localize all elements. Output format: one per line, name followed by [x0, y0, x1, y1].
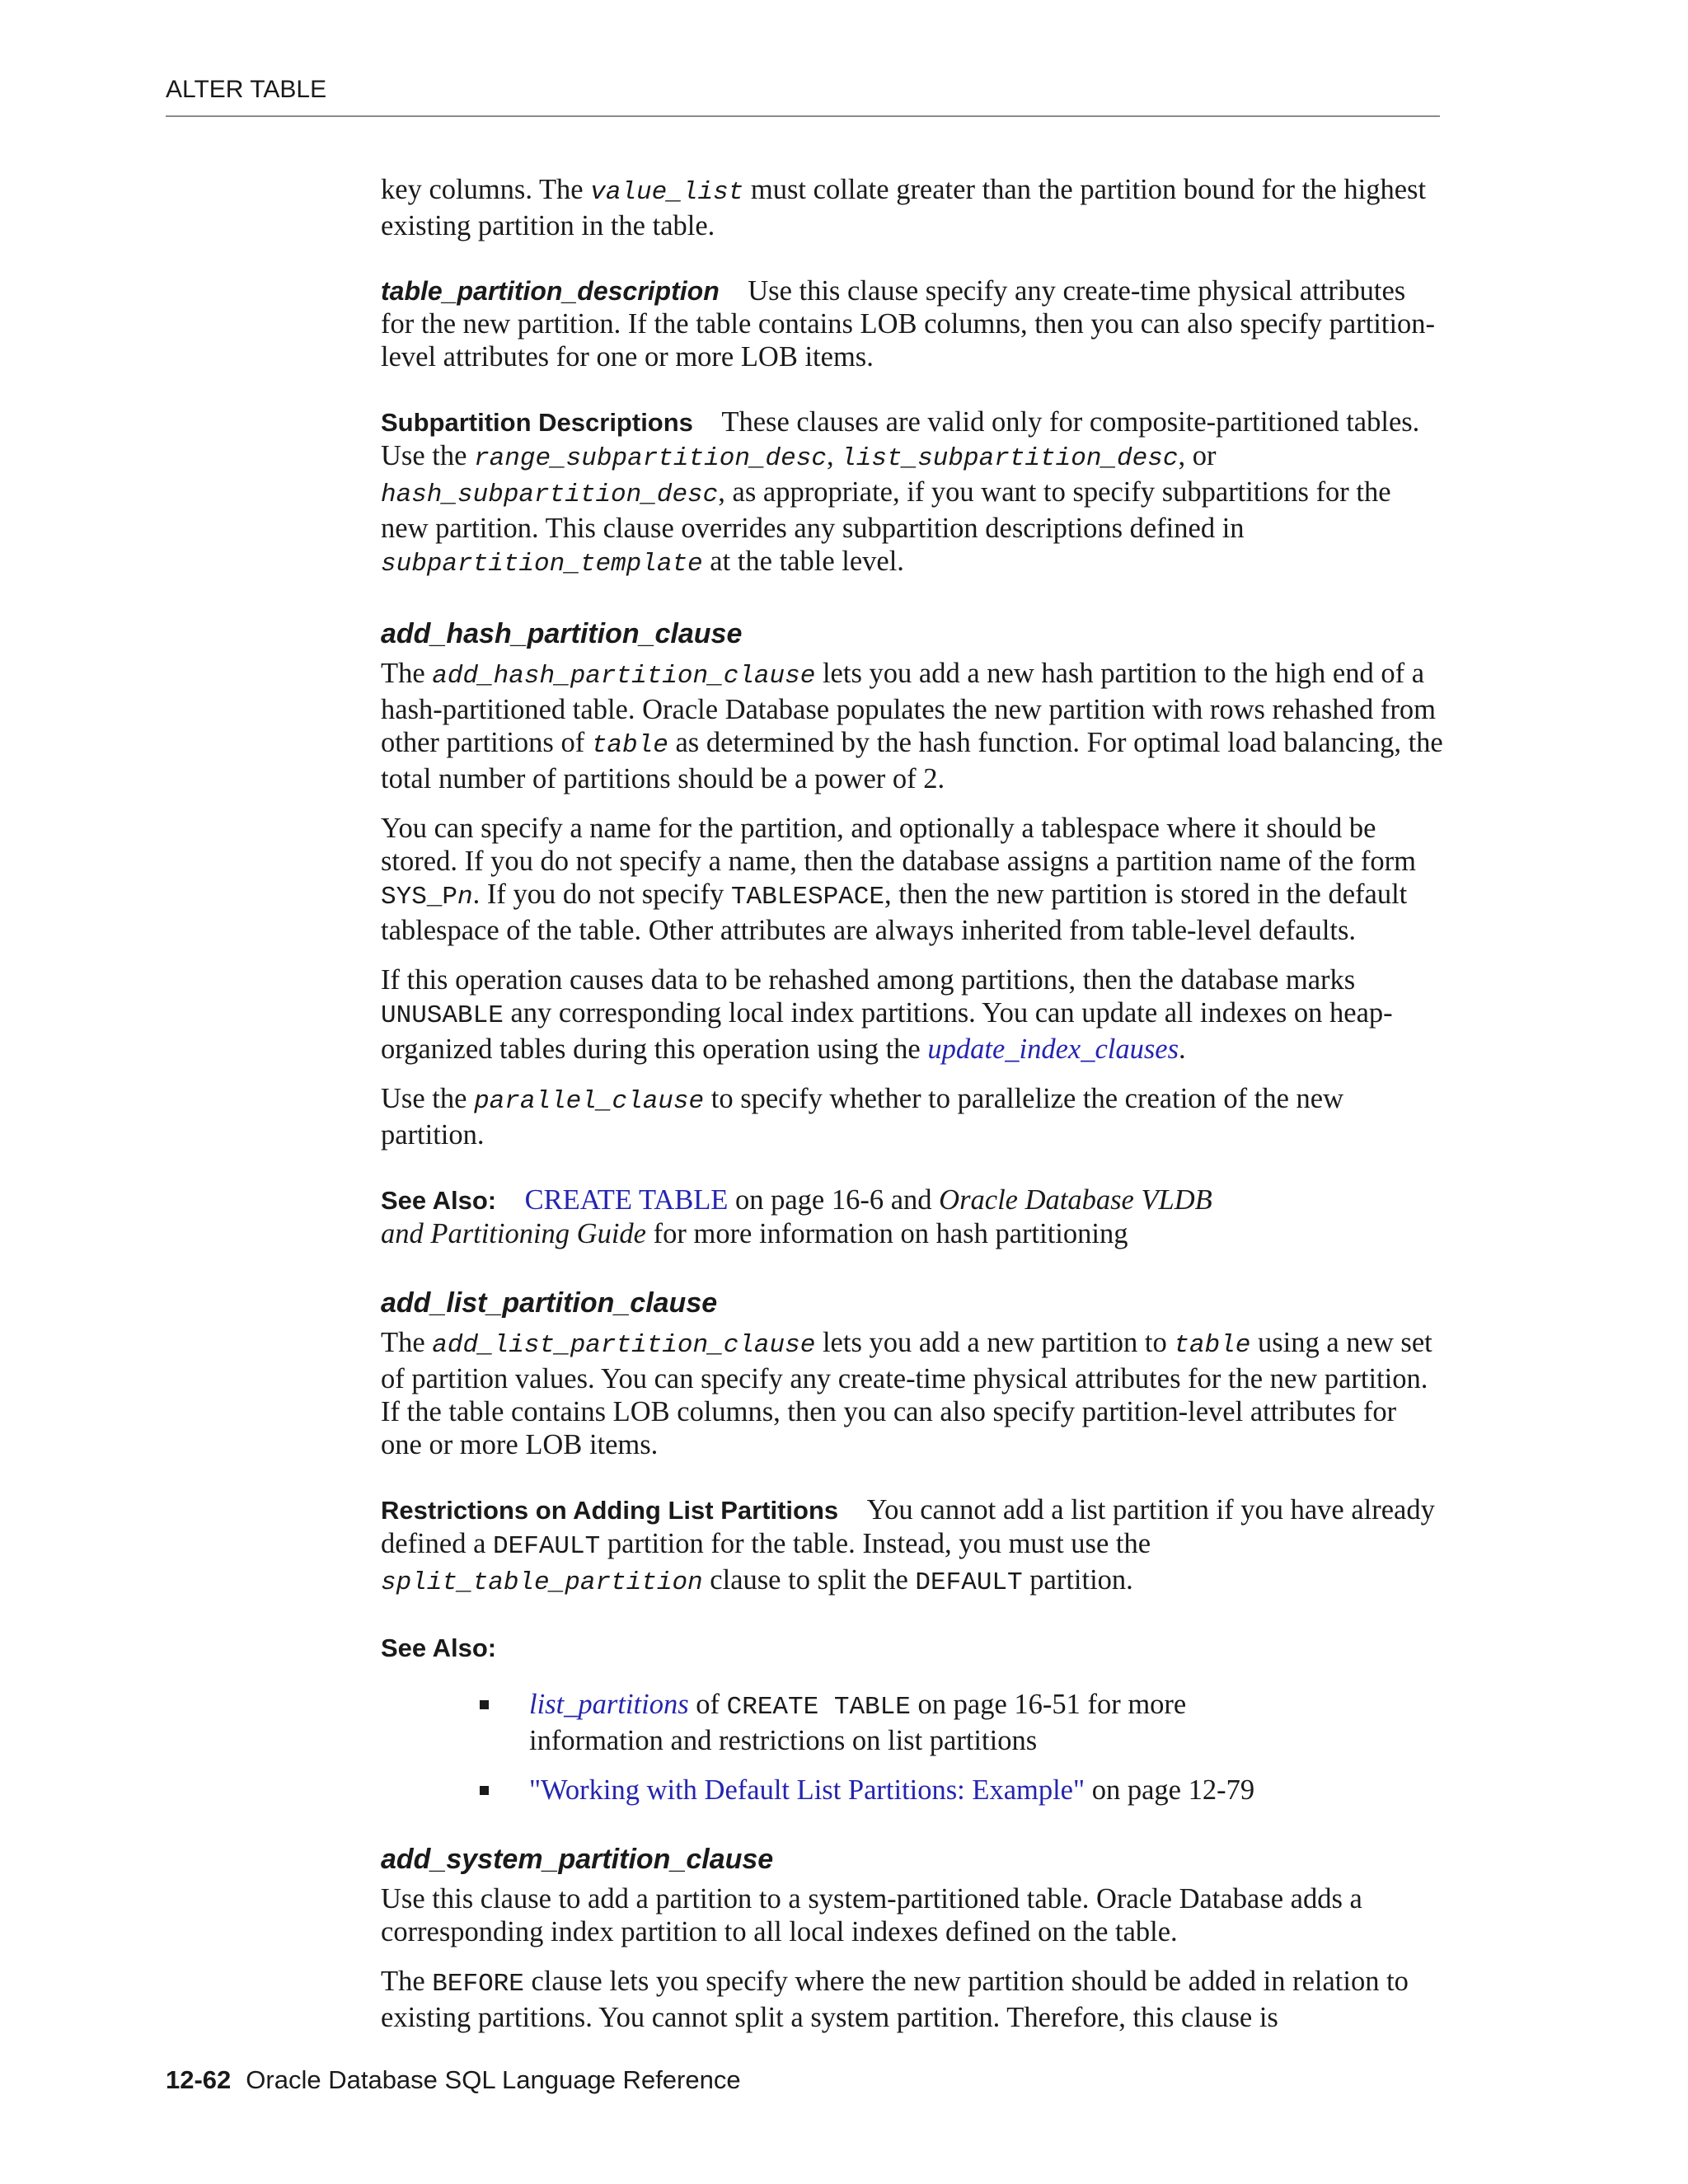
text: , as appropriate, if you want to specify subpartitions for the new partition. This clause overrides any subpartition descriptions defined in	[381, 476, 1391, 544]
code-term: split_table_partition	[381, 1568, 703, 1597]
link-default-list-partitions-example[interactable]: "Working with Default List Partitions: Example"	[529, 1774, 1085, 1806]
text: on page 12-79	[1085, 1774, 1255, 1806]
book-title-footer: Oracle Database SQL Language Reference	[246, 2065, 741, 2094]
code-term: BEFORE	[432, 1970, 524, 1999]
text: Use the	[381, 1083, 475, 1114]
text: key columns. The	[381, 174, 591, 205]
text: using a new set of partition values. You can specify any create-time physical attributes for the new partition. If the table contains LOB columns, then you can also specify partition-level attributes for one or more LOB items.	[381, 1327, 1432, 1460]
code-term: table	[591, 731, 668, 760]
paragraph-rehash	[381, 963, 1444, 1066]
code-term: range_subpartition_desc	[474, 444, 827, 473]
text: clause to split the	[702, 1564, 916, 1596]
link-create-table[interactable]: CREATE TABLE	[524, 1184, 729, 1216]
text: . If you do not specify	[472, 879, 731, 910]
code-term: DEFAULT	[915, 1568, 1023, 1597]
text: These clauses are valid only for composite-partitioned tables. Use the	[381, 406, 1420, 471]
text: partition.	[1022, 1564, 1133, 1596]
code-term: parallel_clause	[474, 1087, 705, 1116]
code-term: SYS_P	[381, 883, 458, 912]
paragraph-value-list	[381, 173, 1444, 242]
section-heading-add-hash-partition: add_hash_partition_clause	[381, 618, 743, 649]
paragraph-add-hash-intro	[381, 657, 1444, 795]
text: , then the new partition is stored in the default tablespace of the table. Other attributes are always inherited from table-level defaults.	[381, 879, 1408, 946]
text: lets you add a new hash partition to the high end of a hash-partitioned table. Oracle Database populates the new partition with rows rehashed from other partitions of	[381, 658, 1436, 758]
text: on page 16-51 for more information and restrictions on list partitions	[529, 1689, 1187, 1756]
code-term: n	[457, 883, 473, 912]
text: for more information on hash partitioning	[646, 1218, 1128, 1249]
code-term: hash_subpartition_desc	[381, 480, 719, 509]
text: Use this clause to add a partition to a system-partitioned table. Oracle Database adds a corresponding index partition to all local indexes defined on the table.	[381, 1883, 1362, 1947]
paragraph-parallel-clause	[381, 1082, 1444, 1151]
link-list-partitions[interactable]: list_partitions	[529, 1689, 689, 1720]
paragraph-restrictions-list	[381, 1493, 1444, 1600]
code-term: DEFAULT	[493, 1532, 601, 1561]
text: The	[381, 1327, 433, 1358]
text: Use this clause specify any create-time physical attributes for the new partition. If the table contains LOB columns, then you can also specify partition-level attributes for one or more LOB items.	[381, 275, 1436, 373]
link-update-index-clauses[interactable]: update_index_clauses	[927, 1033, 1179, 1065]
section-heading-add-system-partition: add_system_partition_clause	[381, 1844, 774, 1875]
code-term: table	[1174, 1331, 1251, 1360]
text: lets you add a new partition to	[815, 1327, 1175, 1358]
list-item	[480, 1688, 1320, 1757]
run-in-heading: Restrictions on Adding List Partitions	[381, 1496, 839, 1525]
running-header: ALTER TABLE	[166, 76, 327, 103]
run-in-heading: Subpartition Descriptions	[381, 408, 693, 437]
see-also-hash	[381, 1183, 1221, 1250]
code-term: CREATE TABLE	[726, 1693, 911, 1722]
text: of	[688, 1689, 727, 1720]
run-in-heading: table_partition_description	[381, 276, 720, 306]
bullet-icon	[480, 1700, 489, 1709]
text: on page 16-6 and	[728, 1184, 940, 1216]
see-also-list	[480, 1688, 1320, 1807]
code-term: add_hash_partition_clause	[432, 662, 816, 691]
section-heading-add-list-partition: add_list_partition_clause	[381, 1287, 718, 1319]
text: partition for the table. Instead, you must use the	[600, 1528, 1151, 1559]
bullet-icon	[480, 1786, 489, 1795]
text: any corresponding local index partitions. You can update all indexes on heap-organized tables during this operation using the	[381, 997, 1393, 1065]
see-also-label: See Also:	[381, 1633, 497, 1662]
code-term: UNUSABLE	[381, 1001, 504, 1030]
page-footer	[166, 2065, 741, 2095]
header-rule	[166, 115, 1440, 117]
list-item	[480, 1774, 1320, 1807]
text: The	[381, 658, 433, 689]
paragraph-subpartition-descriptions	[381, 405, 1444, 581]
paragraph-add-list-intro	[381, 1326, 1444, 1461]
text: as determined by the hash function. For optimal load balancing, the total number of partitions should be a power of 2.	[381, 727, 1443, 794]
paragraph-partition-name	[381, 812, 1444, 947]
text: .	[1179, 1033, 1186, 1065]
text: must collate greater than the partition bound for the highest existing partition in the table.	[381, 174, 1427, 241]
page-body	[381, 173, 1444, 2034]
text: , or	[1178, 440, 1217, 471]
code-term: subpartition_template	[381, 550, 703, 579]
code-term: list_subpartition_desc	[841, 444, 1179, 473]
text: If this operation causes data to be rehashed among partitions, then the database marks	[381, 964, 1356, 996]
code-term: add_list_partition_clause	[432, 1331, 816, 1360]
code-value-list: value_list	[590, 178, 744, 207]
text: clause lets you specify where the new partition should be added in relation to existing partitions. You cannot split a system partition. Therefore, this clause is	[381, 1966, 1409, 2033]
paragraph-add-system-intro	[381, 1882, 1444, 1948]
see-also-label: See Also:	[381, 1186, 497, 1215]
text: You cannot add a list partition if you have already defined a	[381, 1494, 1435, 1559]
text: ,	[826, 440, 842, 471]
text: The	[381, 1966, 433, 1997]
text: to specify whether to parallelize the creation of the new partition.	[381, 1083, 1344, 1151]
text: You can specify a name for the partition, and optionally a tablespace where it should be stored. If you do not specify a name, then the database assigns a partition name of the form	[381, 813, 1416, 877]
book-title: Oracle Database VLDB and Partitioning Guide	[381, 1184, 1212, 1249]
code-term: TABLESPACE	[730, 883, 884, 912]
page-number: 12-62	[166, 2065, 232, 2094]
paragraph-before-clause	[381, 1965, 1444, 2034]
text: at the table level.	[702, 546, 904, 577]
paragraph-table-partition-description	[381, 274, 1444, 373]
